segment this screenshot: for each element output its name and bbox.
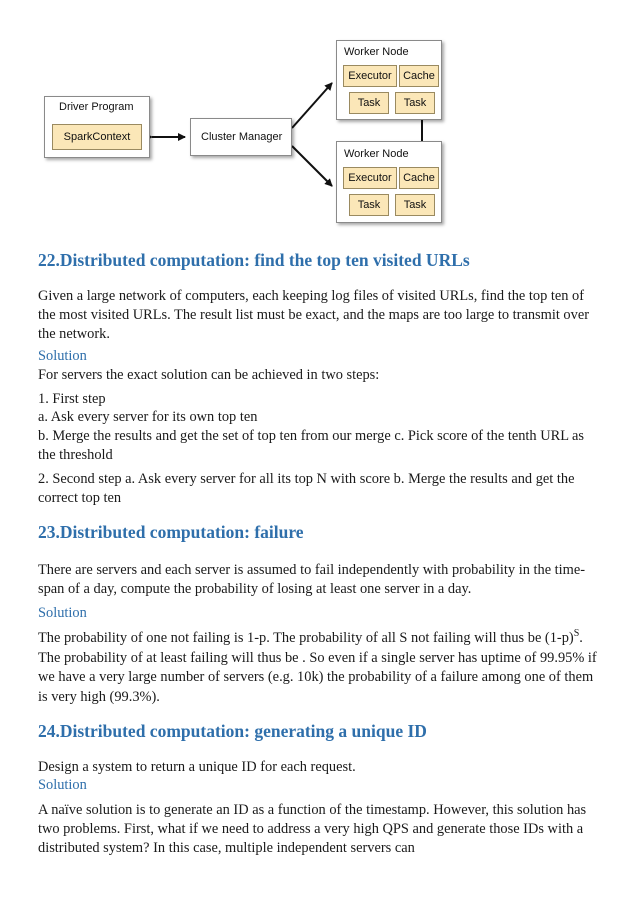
worker-2-task-1: Task <box>349 194 389 216</box>
heading-23: 23.Distributed computation: failure <box>38 522 304 542</box>
cluster-manager-box <box>190 118 292 156</box>
s23-paragraph <box>38 629 600 707</box>
s23-paragraph-part-a: The probability of one not failing is 1-p. The probability of all S not failing will thus be (1-p) <box>38 630 574 646</box>
worker-2-executor: Executor <box>343 167 397 189</box>
worker-node-2-box <box>336 141 442 223</box>
worker-node-1-box <box>336 40 442 120</box>
worker-1-task-1: Task <box>349 92 389 114</box>
s24-solution-label: Solution <box>38 777 87 793</box>
spark-cluster-diagram <box>0 0 638 240</box>
s22-step2: 2. Second step a. Ask every server for all its top N with score b. Merge the results and get the correct top ten <box>38 471 575 507</box>
driver-program-box <box>44 96 150 158</box>
s22-intro: Given a large network of computers, each keeping log files of visited URLs, find the top ten of the most visited URLs. The result list must be exact, and the maps are too large to transmit over the network. <box>38 288 589 343</box>
s22-solution-label: Solution <box>38 348 87 364</box>
s24-intro: Design a system to return a unique ID for each request. <box>38 759 356 775</box>
worker-node-2-title: Worker Node <box>344 148 409 160</box>
worker-2-task-2: Task <box>395 194 435 216</box>
s22-step1-line2: a. Ask every server for its own top ten <box>38 409 258 425</box>
worker-node-1-title: Worker Node <box>344 46 409 58</box>
heading-24: 24.Distributed computation: generating a unique ID <box>38 721 427 741</box>
s24-paragraph: A naïve solution is to generate an ID as a function of the timestamp. However, this solution has two problems. First, what if we need to address a very high QPS and generate those IDs with a distributed system? In this case, multiple independent servers can <box>38 802 587 857</box>
driver-program-title: Driver Program <box>59 101 134 113</box>
s23-paragraph-superscript: S <box>573 628 580 640</box>
worker-2-cache: Cache <box>399 167 439 189</box>
s23-paragraph-part-b: . The probability of at least failing will thus be . So even if a single server has uptime of 99.95% if we have a very large number of servers (e.g. 10k) the probability of a failure among one of them is very high (99.3%). <box>38 630 597 705</box>
s23-solution-label: Solution <box>38 605 87 621</box>
worker-1-executor: Executor <box>343 65 397 87</box>
arrow-manager-to-worker2 <box>292 146 332 186</box>
worker-1-task-2: Task <box>395 92 435 114</box>
s22-step1-line1: 1. First step <box>38 391 106 407</box>
heading-22: 22.Distributed computation: find the top ten visited URLs <box>38 250 470 270</box>
s23-intro: There are servers and each server is assumed to fail independently with probability in the time-span of a day, compute the probability of losing at least one server in a day. <box>38 562 586 598</box>
s22-step1-line3: b. Merge the results and get the set of top ten from our merge c. Pick score of the tenth URL as the threshold <box>38 428 585 464</box>
s22-solution-intro: For servers the exact solution can be achieved in two steps: <box>38 367 380 383</box>
spark-context-box: SparkContext <box>52 124 142 150</box>
cluster-manager-label: Cluster Manager <box>201 131 283 143</box>
worker-1-cache: Cache <box>399 65 439 87</box>
arrow-manager-to-worker1 <box>292 83 332 128</box>
